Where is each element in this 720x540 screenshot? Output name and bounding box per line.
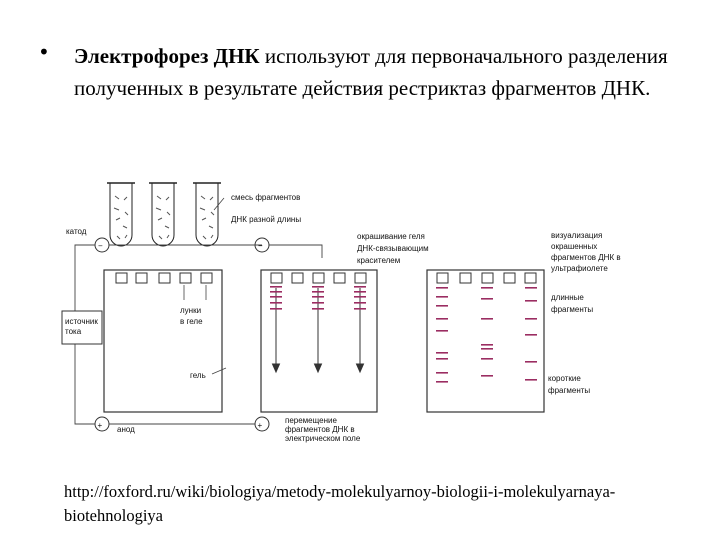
dna-band [436,296,448,298]
dna-band [312,308,324,310]
label-cathode: катод [66,227,87,236]
dna-band [436,358,448,360]
anode-symbol [95,417,109,431]
dna-band [525,300,537,302]
dna-band [436,305,448,307]
dna-band [354,302,366,304]
dna-band [270,291,282,293]
dna-band [525,361,537,363]
svg-text:−: − [258,241,263,251]
dna-band [436,352,448,354]
dna-band [312,291,324,293]
dna-band [312,286,324,288]
dna-band [354,296,366,298]
label-anode: анод [117,425,135,434]
svg-text:источник: источник [65,317,98,326]
label-wells-2: в геле [180,317,203,326]
label-gel: гель [190,371,206,380]
label-short-fragments-2: фрагменты [548,386,591,395]
label-staining-3: красителем [357,256,401,265]
label-visualization-1: визуализация [551,231,603,240]
label-short-fragments-1: короткие [548,374,581,383]
dna-band [481,287,493,289]
dna-band [436,372,448,374]
dna-band [481,348,493,350]
dna-band [270,308,282,310]
dna-band [354,291,366,293]
dna-band [354,308,366,310]
label-staining-2: ДНК-связывающим [357,244,429,253]
dna-band [481,375,493,377]
gel-3 [427,270,544,412]
bullet-marker: • [38,40,50,64]
dna-band [354,286,366,288]
dna-band [270,302,282,304]
label-visualization-3: фрагментов ДНК в [551,253,621,262]
dna-band [312,302,324,304]
dna-band [436,318,448,320]
label-long-fragments-2: фрагменты [551,305,594,314]
label-movement-1: перемещение [285,416,337,425]
dna-band [481,298,493,300]
dna-band [436,287,448,289]
term-electrophoresis: Электрофорез ДНК [74,44,260,68]
label-staining-1: окрашивание геля [357,232,425,241]
svg-text:+: + [97,421,103,430]
dna-band [525,318,537,320]
dna-band [481,358,493,360]
dna-band [436,381,448,383]
anode-symbol-2 [255,417,269,431]
label-wells-1: лунки [180,306,202,315]
label-visualization-2: окрашенных [551,242,598,251]
dna-fragments-in-tubes [114,196,214,239]
dna-band [436,330,448,332]
bullet-description: используют для первоначального разделения полученных в результате действия рестриктаз фрагментов ДНК. [74,44,668,100]
cathode-symbol [95,238,109,252]
dna-band [525,379,537,381]
label-mixture-2: ДНК разной длины [231,215,302,224]
dna-band [525,334,537,336]
dna-band [481,344,493,346]
test-tube-3 [193,183,221,246]
test-tube-2 [149,183,177,246]
power-source [62,311,102,344]
dna-band [270,286,282,288]
label-movement-2: фрагментов ДНК в [285,425,355,434]
dna-band [481,318,493,320]
label-long-fragments-1: длинные [551,293,584,302]
svg-text:+: + [257,421,263,430]
svg-text:тока: тока [65,327,82,336]
test-tube-1 [107,183,135,246]
dna-band [270,296,282,298]
label-mixture-1: смесь фрагментов [231,193,301,202]
gel-1 [104,270,222,412]
label-visualization-4: ультрафиолете [551,264,608,273]
source-link[interactable]: http://foxford.ru/wiki/biologiya/metody-molekulyarnoy-biologii-i-molekulyarnaya-biotehnologiya [64,482,616,525]
label-movement-3: электрическом поле [285,434,361,443]
dna-band [525,287,537,289]
dna-band [312,296,324,298]
svg-text:−: − [98,241,103,251]
